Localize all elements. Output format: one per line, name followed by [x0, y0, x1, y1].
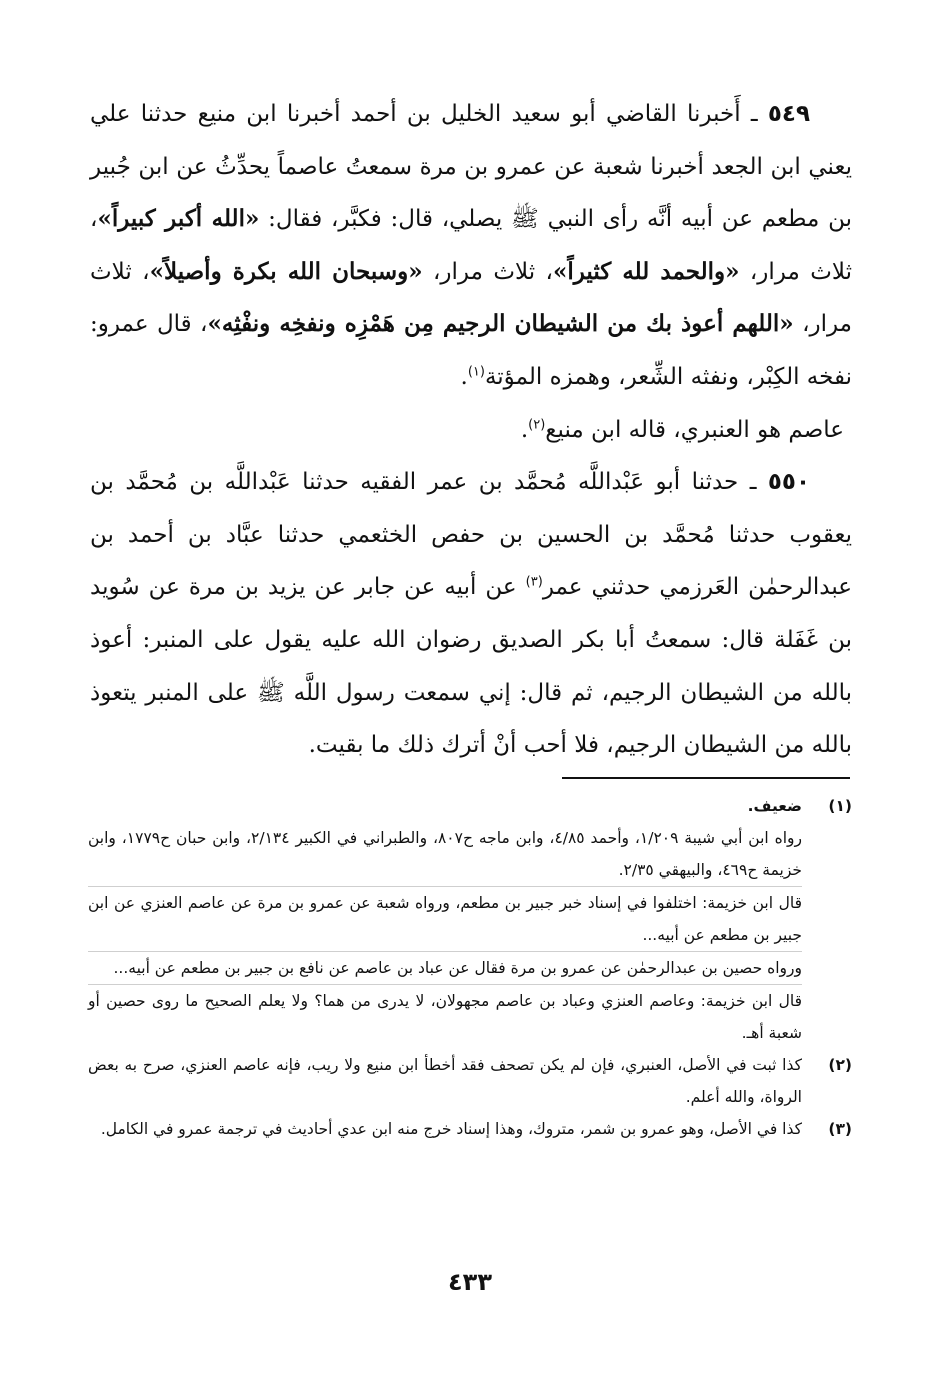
- period: .: [520, 416, 529, 443]
- footnote-3: [88, 1113, 852, 1145]
- footnote-grade: ضعيف.: [747, 797, 802, 815]
- note-text: عاصم هو العنبري، قاله ابن منيع: [545, 416, 844, 443]
- narrator-note: [90, 404, 852, 457]
- footnote-text: كذا ثبت في الأصل، العنبري، فإن لم يكن تصحف فقد أخطأ ابن منيع ولا ريب، فإنه عاصم العنزي، صرح به بعض الرواة، والله أعلم.: [88, 1056, 802, 1106]
- hadith-550: [90, 456, 852, 772]
- hadith-number: ٥٤٩: [767, 101, 810, 127]
- hadith-number: ٥٥٠: [767, 469, 811, 496]
- footnote-ref-1[interactable]: (١): [467, 364, 485, 380]
- footnotes: [88, 790, 852, 1145]
- quote-takbir: «الله أكبر كبيراً»: [97, 205, 260, 233]
- footnote-quote: ورواه حصين بن عبدالرحمٰن عن عمرو بن مرة فقال عن عباد بن عاصم عن نافع بن جبير بن مطعم عن أبيه...: [88, 951, 802, 984]
- hadith-text: ، ثلاث مرار،: [90, 258, 852, 338]
- footnote-divider: [562, 777, 850, 779]
- footnote-2: [88, 1049, 852, 1113]
- hadith-549: [90, 88, 852, 404]
- hadith-text: أَخبرنا القاضي أبو سعيد الخليل بن أحمد أخبرنا ابن منيع حدثنا علي يعني ابن الجعد أخبرنا شعبة عن عمرو بن مرة سمعتُ عاصماً يحدِّثُ عن ابن جُبير بن مطعم عن أبيه أنَّه رأى النبي ﷺ يصلي، قال: فكبَّر، فقال:: [90, 101, 853, 233]
- main-text: [90, 88, 852, 772]
- quote-hamd: «والحمد لله كثيراً»: [552, 257, 740, 285]
- hadith-text: ، ثلاث مرار،: [433, 258, 553, 285]
- hadith-text: عن أبيه عن جابر عن يزيد بن مرة عن سُويد بن غَفَلة قال: سمعتُ أبا بكر الصديق رضوان الله عليه يقول على المنبر: أعوذ بالله من الشيطان الرجيم، ثم قال: إني سمعت رسول اللَّه ﷺ على المنبر يتعوذ بالله من الشيطان الرجيم، فلا أحب أنْ أترك ذلك ما بقيت.: [90, 574, 852, 759]
- footnote-label: (١): [828, 797, 852, 815]
- footnote-ref-3[interactable]: (٣): [525, 574, 543, 590]
- dash: ـ: [750, 101, 758, 127]
- footnote-sources: رواه ابن أبي شيبة ١/٢٠٩، وأحمد ٤/٨٥، وابن ماجه ح٨٠٧، والطبراني في الكبير ٢/١٣٤، وابن حبان ح١٧٧٩، وابن خزيمة ح٤٦٩، والبيهقي ٢/٣٥.: [88, 829, 802, 879]
- footnote-quote: قال ابن خزيمة: اختلفوا في إسناد خبر جبير بن مطعم، ورواه شعبة عن عمرو بن مرة عن عاصم العنزي عن ابن جبير بن مطعم عن أبيه...: [88, 886, 802, 951]
- footnote-body: [88, 1113, 802, 1145]
- footnote-body: [88, 1049, 802, 1113]
- quote-istiadha: «اللهم أعوذ بك من الشيطان الرجيم مِن هَمْزِه ونفخِه ونفْثِه»: [207, 310, 794, 338]
- hadith-text: حدثنا أبو عَبْداللَّه مُحمَّد بن عمر الفقيه حدثنا عَبْداللَّه بن مُحمَّد بن يعقوب حدثنا مُحمَّد بن الحسين بن حفص الخثعمي حدثنا عبَّاد بن أحمد بن عبدالرحمٰن العَرزمي حدثني عمر: [90, 469, 853, 601]
- footnote-label: (٢): [828, 1056, 852, 1074]
- footnote-quote: قال ابن خزيمة: وعاصم العنزي وعباد بن عاصم مجهولان، لا يدرى من هما؟ ولا يعلم الصحيح ما روى حصين أو شعبة أهـ.: [88, 984, 802, 1049]
- footnote-text: كذا في الأصل، وهو عمرو بن شمر، متروك، وهذا إسناد خرج منه ابن عدي أحاديث في ترجمة عمرو في الكامل.: [100, 1120, 802, 1138]
- footnote-body: [88, 790, 802, 1049]
- quote-tasbih: «وسبحان الله بكرة وأصيلاً»: [149, 257, 423, 285]
- period: .: [460, 363, 468, 390]
- hadith-text: ، قال عمرو: نفخه الكِبْر، ونفثه الشِّعر، وهمزه المؤتة: [90, 311, 852, 390]
- page-number: ٤٣٣: [448, 1268, 492, 1296]
- footnote-1: [88, 790, 852, 1049]
- footnote-ref-2[interactable]: (٢): [528, 416, 546, 432]
- hadith-text: ، ثلاث مرار،: [90, 206, 852, 285]
- dash: ـ: [749, 469, 757, 496]
- footnote-label: (٣): [828, 1120, 852, 1138]
